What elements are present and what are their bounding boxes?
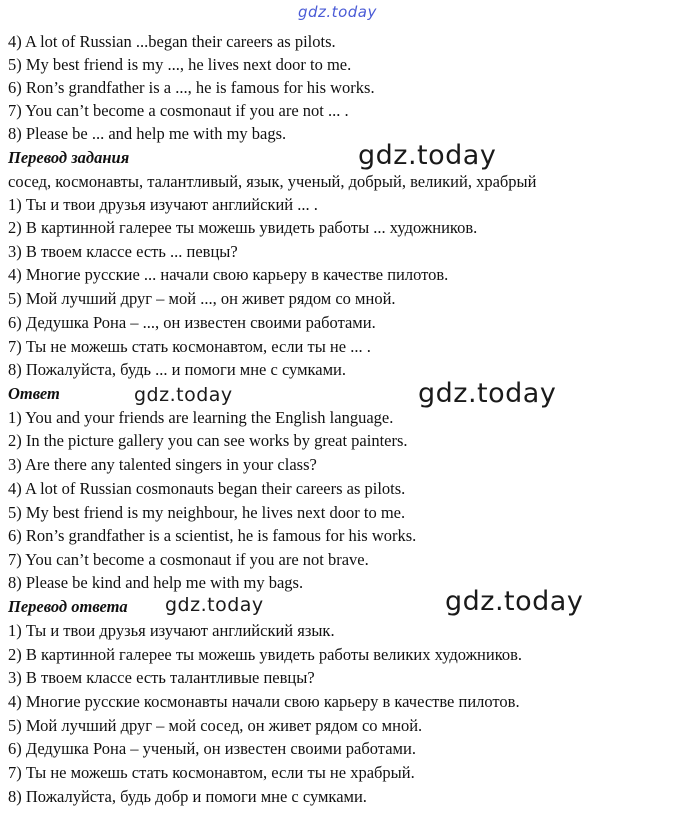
task-line: 7) You can’t become a cosmonaut if you are not ... . [8, 101, 349, 120]
answer-line: 7) You can’t become a cosmonaut if you are not brave. [8, 550, 369, 569]
answer-line: 2) In the picture gallery you can see works by great painters. [8, 431, 408, 450]
task-translation-line: 4) Многие русские ... начали свою карьеру в качестве пилотов. [8, 265, 449, 284]
section-heading-answer-translation: Перевод ответа [8, 597, 128, 616]
answer-line: 8) Please be kind and help me with my bags. [8, 573, 304, 592]
answer-translation-line: 7) Ты не можешь стать космонавтом, если ты не храбрый. [8, 763, 415, 782]
word-bank: сосед, космонавты, талантливый, язык, ученый, добрый, великий, храбрый [8, 172, 537, 191]
answer-line: 1) You and your friends are learning the English language. [8, 408, 394, 427]
watermark: gdz.today [165, 594, 264, 616]
answer-line: 6) Ron’s grandfather is a scientist, he is famous for his works. [8, 526, 417, 545]
answer-translation-line: 4) Многие русские космонавты начали свою карьеру в качестве пилотов. [8, 692, 520, 711]
answer-translation-line: 8) Пожалуйста, будь добр и помоги мне с сумками. [8, 787, 367, 806]
task-line: 6) Ron’s grandfather is a ..., he is famous for his works. [8, 78, 375, 97]
watermark: gdz.today [134, 384, 233, 406]
answer-translation-line: 5) Мой лучший друг – мой сосед, он живет рядом со мной. [8, 716, 423, 735]
answer-translation-line: 1) Ты и твои друзья изучают английский язык. [8, 621, 335, 640]
watermark: gdz.today [445, 586, 584, 617]
section-heading-answer: Ответ [8, 384, 60, 403]
task-line: 8) Please be ... and help me with my bags. [8, 124, 287, 143]
answer-translation-line: 2) В картинной галерее ты можешь увидеть работы великих художников. [8, 645, 523, 664]
watermark: gdz.today [358, 140, 497, 171]
answer-line: 3) Are there any talented singers in your class? [8, 455, 317, 474]
answer-line: 4) A lot of Russian cosmonauts began their careers as pilots. [8, 479, 406, 498]
task-translation-line: 8) Пожалуйста, будь ... и помоги мне с сумками. [8, 360, 347, 379]
task-translation-line: 2) В картинной галерее ты можешь увидеть работы ... художников. [8, 218, 478, 237]
answer-translation-line: 6) Дедушка Рона – ученый, он известен своими работами. [8, 739, 416, 758]
section-heading-task-translation: Перевод задания [8, 148, 130, 167]
watermark: gdz.today [418, 378, 557, 409]
task-line: 5) My best friend is my ..., he lives next door to me. [8, 55, 352, 74]
task-translation-line: 3) В твоем классе есть ... певцы? [8, 242, 238, 261]
task-translation-line: 6) Дедушка Рона – ..., он известен своими работами. [8, 313, 376, 332]
answer-translation-line: 3) В твоем классе есть талантливые певцы? [8, 668, 315, 687]
task-line: 4) A lot of Russian ...began their careers as pilots. [8, 32, 336, 51]
task-translation-line: 5) Мой лучший друг – мой ..., он живет рядом со мной. [8, 289, 396, 308]
task-translation-line: 7) Ты не можешь стать космонавтом, если ты не ... . [8, 337, 371, 356]
task-translation-line: 1) Ты и твои друзья изучают английский ... . [8, 195, 318, 214]
answer-line: 5) My best friend is my neighbour, he lives next door to me. [8, 503, 406, 522]
watermark-top: gdz.today [298, 3, 377, 21]
